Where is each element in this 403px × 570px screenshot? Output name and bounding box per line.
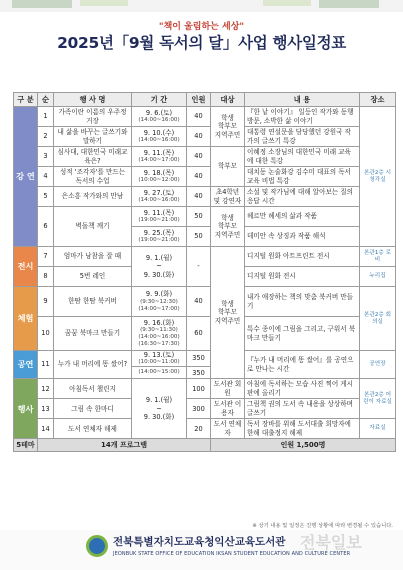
event-name: 엄마가 낭참을 잘 때 <box>54 247 132 267</box>
event-content: 대통령 연설문을 담당했던 강원국 작가의 글쓰기 특강 <box>245 127 360 147</box>
table-row <box>14 207 396 227</box>
category-experience: 체험 <box>14 287 38 351</box>
event-name: 은소흥 작가와의 만남 <box>54 187 132 207</box>
table-row <box>14 419 396 439</box>
row-no: 5 <box>38 187 54 207</box>
event-period: 9. 25.(목) (19:00~21:00) <box>132 227 187 247</box>
event-people: 40 <box>187 167 211 187</box>
event-people: - <box>187 247 211 287</box>
event-place: 본관2층 회의실 <box>360 287 396 351</box>
row-no: 6 <box>38 207 54 247</box>
table-row <box>14 247 396 267</box>
header-category: 구 분 <box>14 93 38 107</box>
event-content: 대치동 논술화강 김수미 대표의 독서교육 비법 특강 <box>245 167 360 187</box>
event-content: 디지털 원화 아트프린트 전시 <box>245 247 360 267</box>
event-people: 40 <box>187 147 211 167</box>
event-period: (14:00~15:00) <box>132 367 187 379</box>
event-period: 9. 9.(화) (9:30~12:30) (14:00~17:00) <box>132 287 187 317</box>
row-no: 9 <box>38 287 54 317</box>
header-event-name: 행 사 명 <box>54 93 132 107</box>
event-people: 40 <box>187 187 211 207</box>
education-office-logo-icon <box>86 535 108 557</box>
row-no: 2 <box>38 127 54 147</box>
event-content: 디지털 원화 전시 <box>245 267 360 287</box>
event-period: 9. 18.(목) (10:00~12:00) <box>132 167 187 187</box>
event-content: 『한 낱 이야기』 일등인 작가와 동행 방문, 소박한 삶 이야기 <box>245 107 360 127</box>
totals-row <box>14 439 396 452</box>
event-people: 50 <box>187 207 211 227</box>
total-programs: 14개 프로그램 <box>38 439 211 452</box>
row-no: 11 <box>38 351 54 379</box>
event-content: 이혜정 소장님의 대한민국 미래 교육에 대한 특강 <box>245 147 360 167</box>
organization-english-name: JEONBUK STATE OFFICE OF EDUCATION IKSAN STUDENT EDUCATION AND CULTURE CENTER <box>113 551 351 557</box>
event-target: 도서관 회원 <box>211 379 245 399</box>
header-people: 인원 <box>187 93 211 107</box>
header-place: 장소 <box>360 93 396 107</box>
page-title: 2025년「9월 독서의 달」사업 행사일정표 <box>57 34 346 52</box>
category-performance: 공연 <box>14 351 38 379</box>
event-content: 『누가 내 머리에 똥 쌌어』를 공연으로 만나는 시간 <box>245 351 360 379</box>
event-target: 도서관 이용자 <box>211 399 245 419</box>
event-name: 5번 레인 <box>54 267 132 287</box>
event-people: 60 <box>187 317 211 351</box>
total-participants: 인원 1,500명 <box>211 439 396 452</box>
event-people: 40 <box>187 287 211 317</box>
event-place: 본관1층 로비 <box>360 247 396 267</box>
row-no: 12 <box>38 379 54 399</box>
organization-name: 전북특별자치도교육청익산교육도서관 <box>113 536 286 548</box>
decorative-top-bar <box>0 0 403 12</box>
event-people: 20 <box>187 419 211 439</box>
event-name: 누가 내 머리에 똥 쌌어? <box>54 351 132 379</box>
event-period: 9. 13.(토) (10:00~11:00) <box>132 351 187 367</box>
row-no: 8 <box>38 267 54 287</box>
notice-text: ※ 상기 내용 및 일정은 진행 상황에 따라 변경될 수 있습니다. <box>252 523 393 529</box>
row-no: 7 <box>38 247 54 267</box>
total-themes: 5테마 <box>14 439 38 452</box>
event-place: 누리집 <box>360 267 396 287</box>
event-place: 자료실 <box>360 419 396 439</box>
table-row <box>14 317 396 351</box>
event-people: 40 <box>187 107 211 127</box>
row-no: 14 <box>38 419 54 439</box>
event-content: 소설 및 작가님에 대해 알아보는 질의응답 시간 <box>245 187 360 207</box>
event-place: 공연장 <box>360 351 396 379</box>
event-name: 한땀 한땀 북커버 <box>54 287 132 317</box>
event-place: 본관2층 시청각실 <box>360 107 396 247</box>
category-lecture: 강 연 <box>14 107 38 247</box>
event-name: 가족이란 이름의 우주정거장 <box>54 107 132 127</box>
category-event: 행사 <box>14 379 38 439</box>
header-target: 대상 <box>211 93 245 107</box>
event-content: 데미안 속 상징과 작품 해석 <box>245 227 360 247</box>
table-row <box>14 399 396 419</box>
event-place: 본관2층 어린이 자료실 <box>360 379 396 419</box>
event-people: 350 <box>187 351 211 367</box>
header-row <box>14 93 396 107</box>
event-target: 학부모 <box>211 147 245 187</box>
event-name: 도서 연체자 해제 <box>54 419 132 439</box>
event-target: 초4학년 및 강연자 <box>211 187 245 207</box>
row-no: 1 <box>38 107 54 127</box>
event-content: 특수 종이에 그림을 그리고, 구워서 북마크 만들기 <box>245 317 360 351</box>
event-period: 9. 1.(월) ~ 9. 30.(화) <box>132 247 187 287</box>
event-target: 학생 학부모 지역주민 <box>211 107 245 147</box>
event-content: 그림책 권의 도서 속 내용을 상상하며 글쓰기 <box>245 399 360 419</box>
event-content: 독서 장바를 위해 도서대출 희망자에 한해 대출정지 해제 <box>245 419 360 439</box>
table-row <box>14 107 396 127</box>
event-period: 9. 1.(월) ~ 9. 30.(화) <box>132 379 187 439</box>
category-exhibition: 전시 <box>14 247 38 287</box>
event-people: 40 <box>187 127 211 147</box>
event-people: 350 <box>187 367 211 379</box>
event-period: 9. 27.(토) (14:00~16:00) <box>132 187 187 207</box>
event-name: 내 삶을 바꾸는 글쓰기와 말하기 <box>54 127 132 147</box>
row-no: 10 <box>38 317 54 351</box>
event-target: 학생 학부모 지역주민 <box>211 247 245 379</box>
event-target: 학생 학부모 지역주민 <box>211 207 245 247</box>
event-content: 아침에 독서하는 모습 사진 찍어 게시판에 올리기 <box>245 379 360 399</box>
watermark: 전북일보 <box>300 533 362 552</box>
event-period: 9. 11.(목) (19:00~21:00) <box>132 207 187 227</box>
table-row <box>14 167 396 187</box>
event-content: 내가 애장하는 책의 맞춤 북커버 만들기 <box>245 287 360 317</box>
event-period: 9. 10.(수) (14:00~16:00) <box>132 127 187 147</box>
event-period: 9. 6.(토) (14:00~16:00) <box>132 107 187 127</box>
slogan: "책이 울림하는 세상" <box>158 22 245 32</box>
event-name: 꿈꿈 북마크 만들기 <box>54 317 132 351</box>
event-name: 그림 속 한마디 <box>54 399 132 419</box>
event-period: 9. 11.(목) (14:00~17:00) <box>132 147 187 167</box>
event-people: 300 <box>187 399 211 419</box>
header-no: 순 <box>38 93 54 107</box>
schedule-table <box>13 92 396 452</box>
event-name: 성적 '조각자'를 만드는 독서의 수업 <box>54 167 132 187</box>
table-row <box>14 351 396 367</box>
table-row <box>14 127 396 147</box>
header-period: 기 간 <box>132 93 187 107</box>
row-no: 13 <box>38 399 54 419</box>
row-no: 3 <box>38 147 54 167</box>
table-row <box>14 147 396 167</box>
event-people: 100 <box>187 379 211 399</box>
event-name: 아침독서 챌린지 <box>54 379 132 399</box>
table-row <box>14 187 396 207</box>
header-content: 내 용 <box>245 93 360 107</box>
event-target: 도서 연체자 <box>211 419 245 439</box>
event-content: 헤르만 헤세의 삶과 작품 <box>245 207 360 227</box>
table-row <box>14 379 396 399</box>
event-period: 9. 16.(화) (9:30~11:30) (14:00~16:00) (16:30~17:30) <box>132 317 187 351</box>
event-name: 심사대, 대한민국 미래교육은? <box>54 147 132 167</box>
table-row <box>14 287 396 317</box>
event-people: 50 <box>187 227 211 247</box>
row-no: 4 <box>38 167 54 187</box>
event-name: 벽돌책 깨기 <box>54 207 132 247</box>
